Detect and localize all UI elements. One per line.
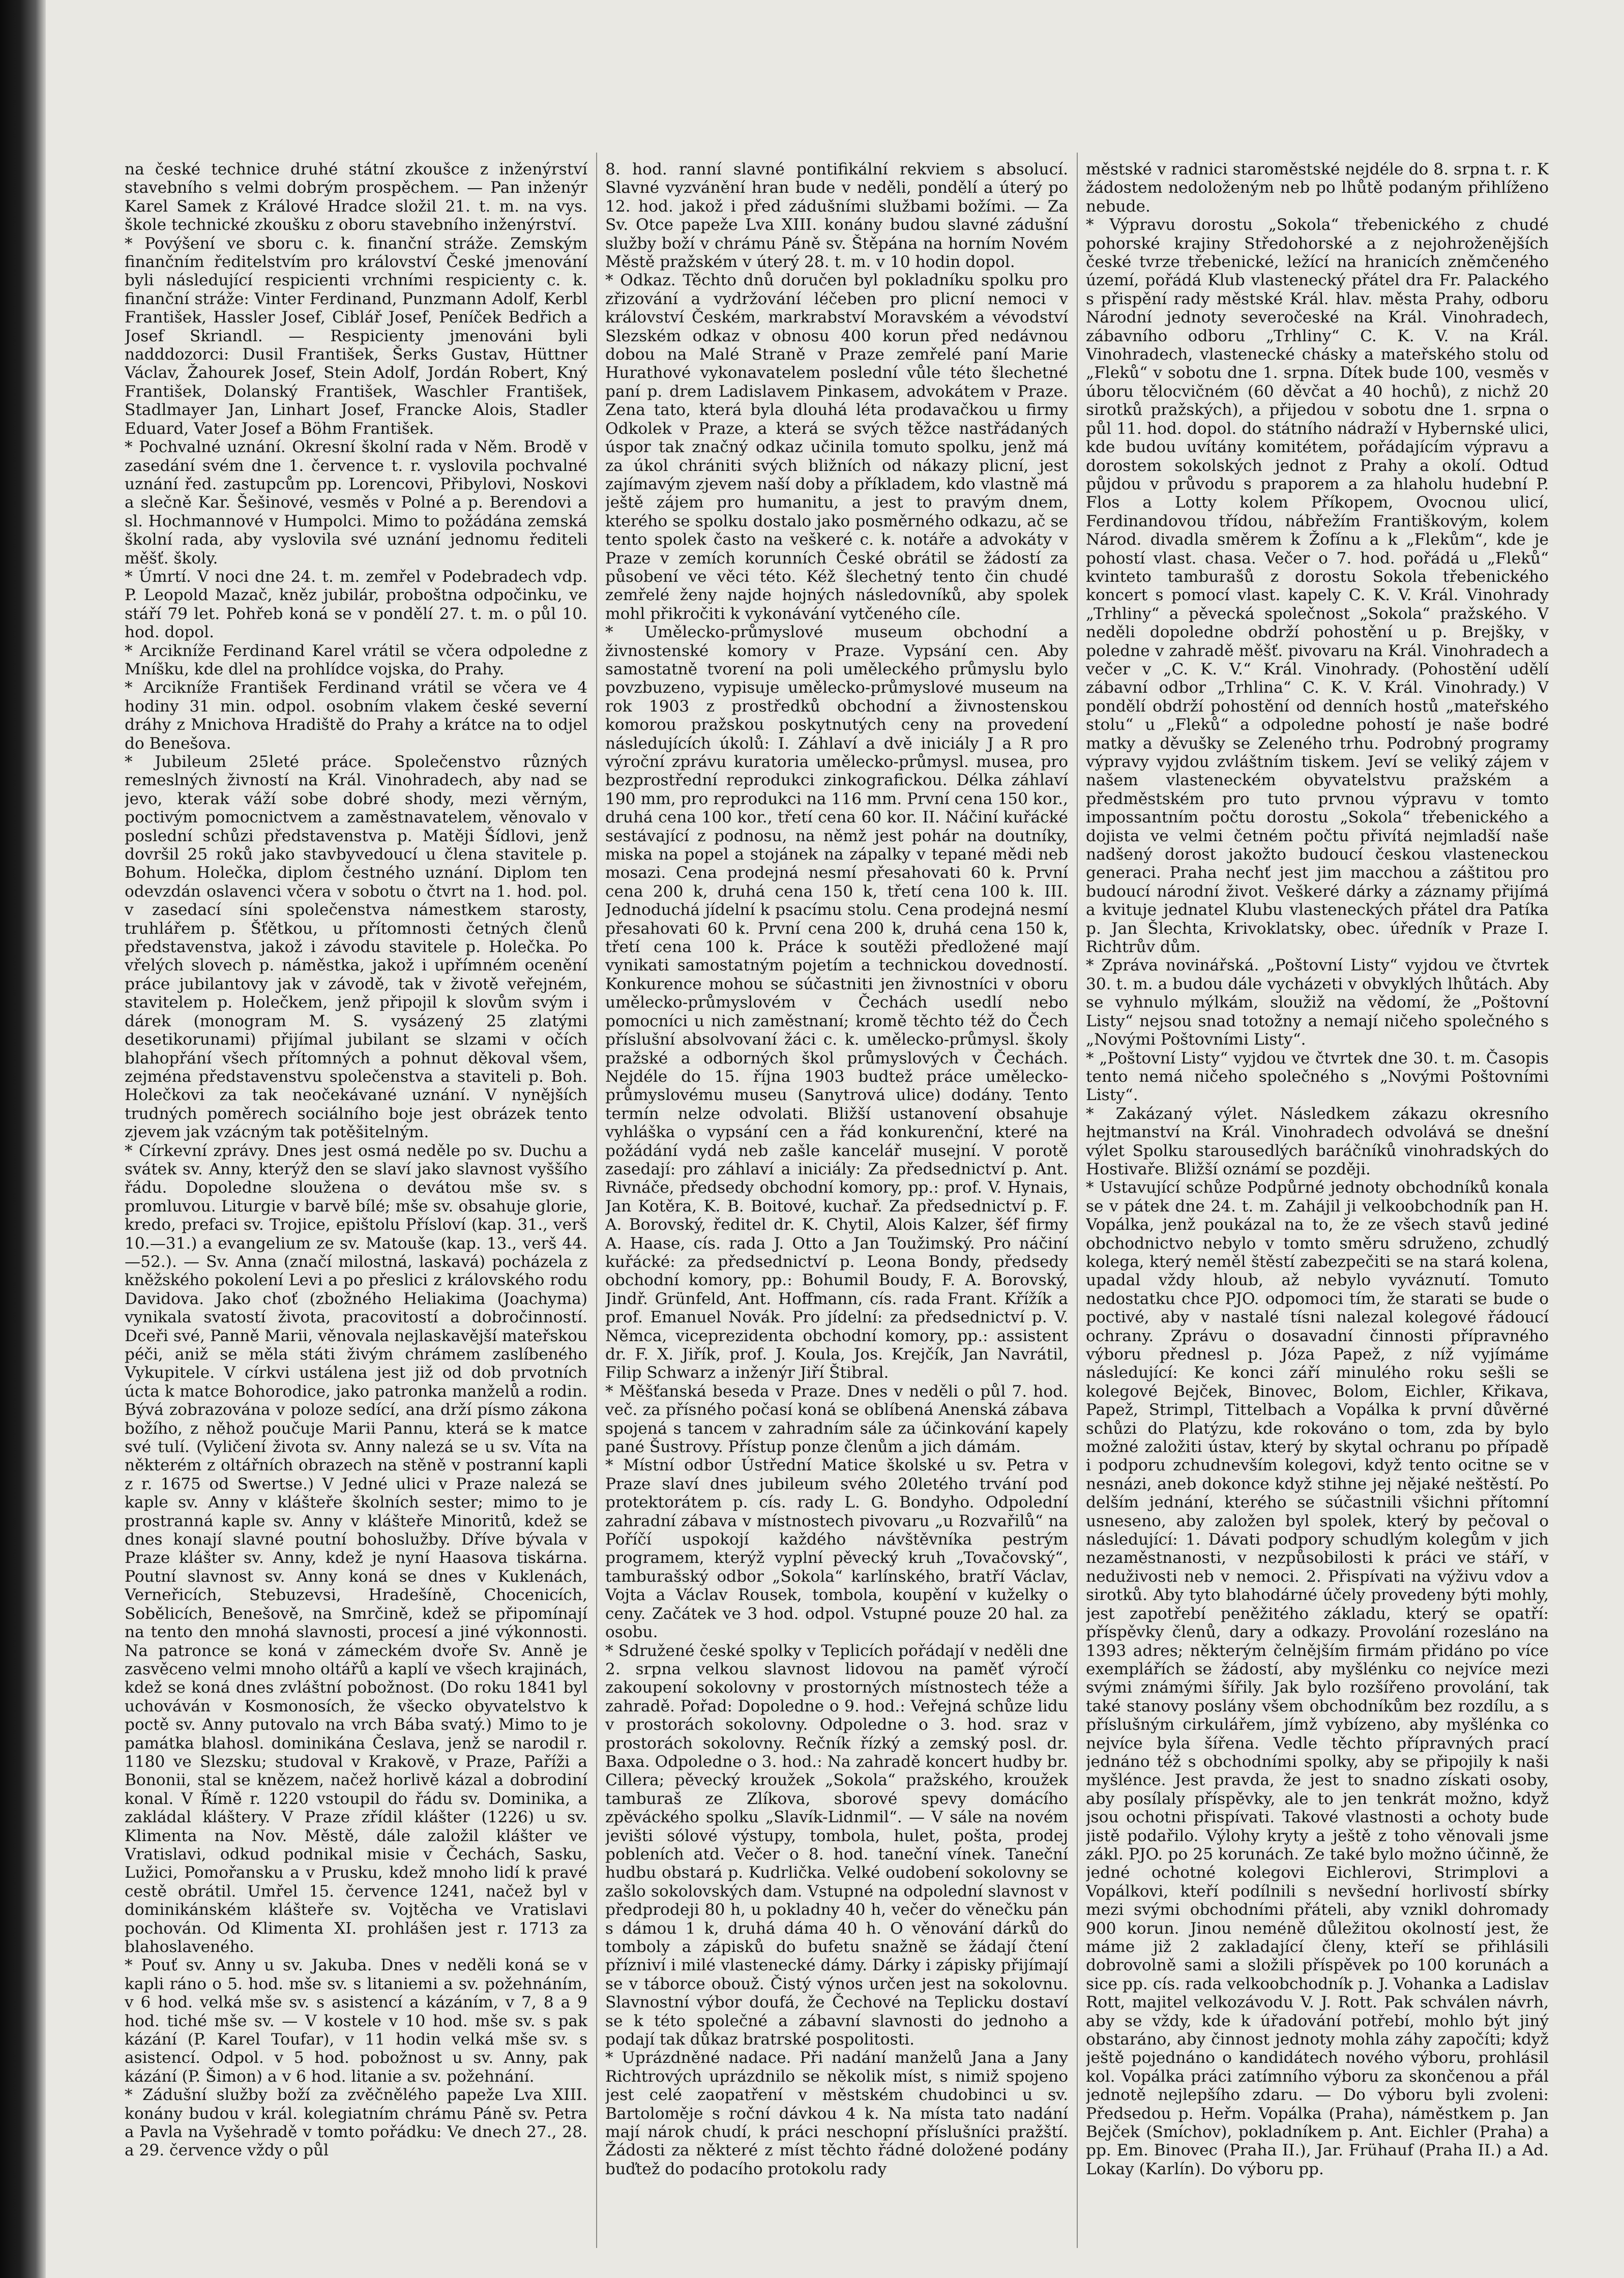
paragraph: * „Poštovní Listy“ vyjdou ve čtvrtek dne 30. t. m. Časopis tento nemá ničeho společného s „Novými Poštovními Listy“.: [1086, 1049, 1549, 1105]
paragraph: * Pouť sv. Anny u sv. Jakuba. Dnes v neděli koná se v kapli ráno o 5. hod. mše sv. s litaniemi a sv. požehnáním, v 6 hod. velká mše sv. s asistencí a kázáním, v 7, 8 a 9 hod. tiché mše sv. — V kostele v 10 hod. mše sv. s pak kázání (P. Karel Toufar), v 11 hodin velká mše sv. s asistencí. Odpol. v 5 hod. pobožnost u sv. Anny, pak kázání (P. Šimon) a v 6 hod. litanie a sv. požehnání.: [125, 1956, 587, 2086]
column-3: [1086, 160, 1549, 2251]
paragraph: * Odkaz. Těchto dnů doručen byl pokladníku spolku pro zřizování a vydržování léčeben pro plicní nemoci v království Českém, markrabství Moravském a vévodství Slezském odkaz v obnosu 400 korun před nedávnou dobou na Malé Straně v Praze zemřelé paní Marie Hurathové vykonavatelem poslední vůle této šlechetné paní p. drem Ladislavem Pinkasem, advokátem v Praze. Zena tato, která byla dlouhá léta prodavačkou u firmy Odkolek v Praze, a která se svých těžce nastřádaných úspor tak značný odkaz učinila tomuto spolku, jenž má za úkol chrániti svých bližních od nákazy plicní, jest zajímavým zjevem naší doby a příkladem, kdo vlastně má ještě zájem pro humanitu, a jest to pravým dnem, kterého se spolku dostalo jako posměrného odkazu, ač se tento spolek často na veškeré c. k. notáře a advokáty v Praze v zemích korunních České obrátil se žádostí za působení ve věci této. Kéž šlechetný tento čin chudé zemřelé ženy najde hojných následovníků, aby spolek mohl přikročiti k vykonávání vytčeného cíle.: [605, 271, 1068, 623]
paragraph: * Výpravu dorostu „Sokola“ třebenického z chudé pohorské krajiny Středohorské a z nejohroženějších české tvrze třebenické, ležící na hranicích zněmčeného území, pořádá Klub vlastenecký přátel dra Fr. Palackého s přispění rady městské Král. hlav. města Prahy, odboru Národní jednoty severočeské na Král. Vinohradech, zábavního odboru „Trhliny“ C. K. V. na Král. Vinohradech, vlastenecké chásky a mateřského stolu od „Fleků“ v sobotu dne 1. srpna. Dítek bude 100, vesměs v úboru tělocvičném (60 děvčat a 40 hochů), z nichž 20 sirotků pražských), a přijedou v sobotu dne 1. srpna o půl 11. hod. dopol. do státního nádraží v Hybernské ulici, kde budou uvítány komitétem, pořádajícím výpravu a dorostem sokolských jednot z Prahy a okolí. Odtud půjdou v průvodu s praporem a za hlaholu hudební P. Flos a Lotty kolem Příkopem, Ovocnou ulicí, Ferdinandovou třídou, nábřežím Františkovým, kolem Národ. divadla směrem k Žofínu a k „Flekům“, kde je pohostí vlast. chasa. Večer o 7. hod. pořádá u „Fleků“ kvinteto tamburašů z dorostu Sokola třebenického koncert s pomocí vlast. kapely C. K. V. Král. Vinohrady „Trhliny“ a pěvecká společnost „Sokola“ pražského. V neděli dopoledne obdrží pohostění u p. Brejšky, v poledne v zahradě měšť. pivovaru na Král. Vinohradech a večer v „C. K. V.“ Král. Vinohrady. (Pohostění udělí zábavní odbor „Trhlina“ C. K. V. Král. Vinohrady.) V pondělí obdrží pohostění od denních hostů „mateřského stolu“ u „Fleků“ a odpoledne pohostí je naše bodré matky a děvušky se Zeleného trhu. Podrobný programy výpravy vyjdou zvláštním tiskem. Jeví se veliký zájem v našem vlasteneckém obyvatelstvu pražském a předměstském pro tuto prvnou výpravu v tomto impossantním počtu dorostu „Sokola“ třebenického a dojista ve velmi četném počtu přivítá nejmladší naše nadšený dorost jakožto budoucí českou vlasteneckou generaci. Praha nechť jest jim macchou a záštitou pro budoucí národní život. Veškeré dárky a záznamy přijímá a kvituje jednatel Klubu vlasteneckých přátel dra Patíka p. Jan Šlechta, Krivoklatsky, obec. úředník v Praze I. Richtrův dům.: [1086, 216, 1549, 957]
column-1: [125, 160, 587, 2251]
paragraph: * Místní odbor Ústřední Matice školské u sv. Petra v Praze slaví dnes jubileum svého 20letého trvání pod protektorátem p. cís. rady L. G. Bondyho. Odpolední zahradní zábava v místnostech pivovaru „u Rozvařilů“ na Poříčí uspokojí každého návštěvníka pestrým programem, kterýž vyplní pěvecký kruh „Tovačovský“, tamburašský odbor „Sokola“ karlínského, bratří Václav, Vojta a Václav Rousek, tombola, koupění v kuželky o ceny. Začátek ve 3 hod. odpol. Vstupné pouze 20 hal. za osobu.: [605, 1456, 1068, 1642]
paragraph: * Pochvalné uznání. Okresní školní rada v Něm. Brodě v zasedání svém dne 1. července t. r. vyslovila pochvalné uznání řed. zastupcům pp. Lorencovi, Přibylovi, Noskovi a slečně Kar. Šešinové, vesměs v Polné a p. Berendovi a sl. Hochmannové v Humpolci. Mimo to požádána zemská školní rada, aby vyslovila své uznání jednomu řediteli měšť. školy.: [125, 438, 587, 568]
newspaper-page: [125, 160, 1549, 2251]
paragraph: * Zakázaný výlet. Následkem zákazu okresního hejtmanství na Král. Vinohradech odvolává se dnešní výlet Spolku starousedlých baráčníků vinohradských do Hostivaře. Bližší oznámí se později.: [1086, 1104, 1549, 1178]
paragraph: na české technice druhé státní zkoušce z inženýrství stavebního s velmi dobrým prospěchem. — Pan inženýr Karel Samek z Králové Hradce složil 21. t. m. na vys. škole technické zkoušku z oboru stavebního inženýrství.: [125, 160, 587, 234]
paragraph: * Uprázdněné nadace. Při nadání manželů Jana a Jany Richtrových uprázdnilo se několik míst, s nimiž spojeno jest celé zaopatření v městském chudobinci u sv. Bartoloměje s roční dávkou 4 k. Na místa tato nadání mají nárok chudí, k práci neschopní příslušníci pražští. Žádosti za některé z míst těchto řádné doložené podány buďtež do podacího protokolu rady: [605, 2049, 1068, 2178]
paragraph: * Zádušní služby boží za zvěčnělého papeže Lva XIII. konány budou v král. kolegiatním chrámu Páně sv. Petra a Pavla na Vyšehradě v tomto pořádku: Ve dnech 27., 28. a 29. července vždy o půl: [125, 2086, 587, 2160]
paragraph: * Jubileum 25leté práce. Společenstvo různých remeslných živností na Král. Vinohradech, aby nad se jevo, kterak váží sobe dobré shody, mezi věrným, poctivým pomocnictvem a zaměstnavatelem, věnovalo v poslední schůzi představenstva p. Matěji Šídlovi, jenž dovršil 25 roků jako stavbyvedoucí u člena stavitele p. Bohum. Holečka, diplom čestného uznání. Diplom ten odevzdán oslavenci včera v sobotu o čtvrt na 1. hod. pol. v zasedací síni společenstva námestkem starosty, truhlářem p. Šťětkou, u přítomnosti četných členů představenstva, jakož i závodu stavitele p. Holečka. Po vřelých slovech p. náměstka, jakož i upřímném ocenění práce jubilantovy jak v závodě, tak v životě veřejném, stavitelem p. Holečkem, jenž připojil k slovům svým i dárek (monogram M. S. vysázený 25 zlatými desetikorunami) přijímal jubilant se slzami v očích blahopřání všech přítomných a pohnut děkoval všem, zejména představenstvu společenstva a staviteli p. Boh. Holečkovi za tak neočekávané uznání. V nynějších trudných poměrech sociálního boje jest obrázek tento zjevem jak vzácným tak potěšitelným.: [125, 753, 587, 1142]
paragraph: * Arcikníže František Ferdinand vrátil se včera ve 4 hodiny 31 min. odpol. osobním vlakem české severní dráhy z Mnichova Hradiště do Prahy a krátce na to odjel do Benešova.: [125, 678, 587, 753]
paragraph: * Církevní zprávy. Dnes jest osmá neděle po sv. Duchu a svátek sv. Anny, kterýž den se slaví jako slavnost vyššího řádu. Dopoledne sloužena o devátou mše sv. s promluvou. Liturgie v barvě bílé; mše sv. obsahuje glorie, kredo, prefaci sv. Trojice, epištolu Přísloví (kap. 31., verš 10.—31.) a evangelium ze sv. Matouše (kap. 13., verš 44.—52.). — Sv. Anna (značí milostná, laskavá) pocházela z kněžského pokolení Levi a po přeslici z královského rodu Davidova. Jako choť (zbožného Heliakima (Joachyma) vynikala svatostí života, pracovitostí a dobročinností. Dceři své, Panně Marii, věnovala nejlaskavější mateřskou péči, aniž se měla státi živým chrámem zaslíbeného Vykupitele. V církvi ustálena jest již od dob prvotních úcta k matce Bohorodice, jako patronka manželů a rodin. Bývá zobrazována v poloze sedící, ana drží písmo zákona božího, z něhož poučuje Marii Pannu, která se k matce své tulí. (Vyličení života sv. Anny nalezá se u sv. Víta na některém z oltářních obrazech na stěně v postranní kapli z r. 1675 od Swertse.) V Jedné ulici v Praze nalezá se kaple sv. Anny v klášteře školních sester; mimo to je prostranná kaple sv. Anny v klášteře Minoritů, kdež se dnes konají slavné poutní bohoslužby. Dříve bývala v Praze klášter sv. Anny, kdež je nyní Haasova tiskárna. Poutní slavnost sv. Anny koná se dnes v Kuklenách, Verneřicích, Stebuzevsi, Hradešíně, Chocenicích, Sobělicích, Benešově, na Smrčině, kdež se připomínají na tento den mnohá slavnosti, procesí a jiné výkonnosti. Na patronce se koná v zámeckém dvoře Sv. Anně je zasvěceno velmi mnoho oltářů a kaplí ve všech krajinách, kdež se koná dnes zvláštní pobožnost. (Do roku 1841 byl uchováván v Kosmonosích, že všecko obyvatelstvo k poctě sv. Anny putovalo na vrch Bába svatý.) Mimo to je památka blahosl. dominikána Česlava, jenž se narodil r. 1180 ve Slezsku; studoval v Krakově, v Praze, Paříži a Bononii, stal se knězem, načež horlivě kázal a dobrodiní konal. V Římě r. 1220 vstoupil do řádu sv. Dominika, a zakládal kláštery. V Praze zřídil klášter (1226) u sv. Klimenta na Nov. Městě, dále založil klášter ve Vratislavi, odkud podnikal misie v Čechách, Sasku, Lužici, Pomořansku a v Prusku, kdež mnoho lidí k pravé cestě obrátil. Umřel 15. července 1241, načež byl v dominikánském klášteře sv. Vojtěcha ve Vratislavi pochován. Od Klimenta XI. prohlášen jest r. 1713 za blahoslaveného.: [125, 1141, 587, 1956]
paragraph: * Zpráva novinářská. „Poštovní Listy“ vyjdou ve čtvrtek 30. t. m. a budou dále vycházeti v obvyklých lhůtách. Aby se vyhnulo mýlkám, sloužiž na vědomí, že „Poštovní Listy“ nejsou snad totožny a nemají ničeho společného s „Novými Poštovními Listy“.: [1086, 956, 1549, 1049]
paragraph: * Umělecko-průmyslové museum obchodní a živnostenské komory v Praze. Vypsání cen. Aby samostatně tvorení na poli uměleckého průmyslu bylo povzbuzeno, vypisuje umělecko-průmyslové museum na rok 1903 z prostředků obchodní a živnostenskou komorou pražskou poskytnutých ceny na provedení následujících úkolů: I. Záhlaví a dvě iniciály J a R pro výroční zprávu kuratoria umělecko-průmysl. musea, pro bezprostřední reprodukci zinkografickou. Délka záhlaví 190 mm, pro reprodukci na 116 mm. První cena 150 kor., druhá cena 100 kor., třetí cena 60 kor. II. Náčiní kuřácké sestávající z podnosu, na němž jest pohár na doutníky, miska na popel a stojánek na zápalky v tepané mědi neb mosazi. Cena prodejná nesmí přesahovati 60 k. První cena 200 k, druhá cena 150 k, třetí cena 100 k. III. Jednoduchá jídelní k psacímu stolu. Cena prodejná nesmí přesahovati 60 k. První cena 200 k, druhá cena 150 k, třetí cena 100 k. Práce k soutěži předložené mají vynikati samostatným pojetím a technickou dovedností. Konkurence mohou se súčastniti jen živnostníci v oboru umělecko-průmyslovém v Čechách usedlí nebo pomocníci u nich zaměstnaní; kromě těchto též do Čech příslušní absolvovaní žáci c. k. umělecko-průmysl. školy pražské a odborných škol průmyslových v Čechách. Nejdéle do 15. října 1903 budtež práce umělecko-průmyslovému museu (Sanytrová ulice) dodány. Tento termín nelze odvolati. Bližší ustanovení obsahuje vyhláška o vypsání cen a řád konkurenční, které na požádání vydá neb zašle kancelář musejní. V porotě zasedají: pro záhlaví a iniciály: Za předsednictví p. Ant. Rivnáče, předsedy obchodní komory, pp.: prof. V. Hynais, Jan Kotěra, K. B. Boitové, kuchař. Za předsednictví p. F. A. Borovský, ředitel dr. K. Chytil, Alois Kalzer, šéf firmy A. Haase, cís. rada J. Otto a Jan Toužimský. Pro náčiní kuřácké: za předsednictví p. Leona Bondy, předsedy obchodní komory, pp.: Bohumil Boudy, F. A. Borovský, Jindř. Grünfeld, Ant. Hoffmann, cís. rada Frant. Křížík a prof. Emanuel Novák. Pro jídelní: za předsednictví p. V. Němca, viceprezidenta obchodní komory, pp.: assistent dr. F. X. Jiřík, prof. J. Koula, Jos. Krejčík, Jan Navrátil, Filip Schwarz a inženýr Jiří Štibral.: [605, 623, 1068, 1382]
column-2: [605, 160, 1068, 2251]
paragraph: městské v radnici staroměstské nejdéle do 8. srpna t. r. K žádostem nedoloženým neb po lhůtě podaným přihlíženo nebude.: [1086, 160, 1549, 216]
paragraph: * Povýšení ve sboru c. k. finanční stráže. Zemským finančním ředitelstvím pro království České jmenování byli následující respicienti vrchními respicienty c. k. finanční stráže: Vinter Ferdinand, Punzmann Adolf, Kerbl František, Hassler Josef, Ciblář Josef, Peníček Bedřich a Josef Skriandl. — Respicienty jmenováni byli nadddozorci: Dusil František, Šerks Gustav, Hüttner Václav, Žahourek Josef, Stein Adolf, Jordán Robert, Kný František, Dolanský František, Waschler František, Stadlmayer Jan, Linhart Josef, Francke Alois, Stadler Eduard, Vater Josef a Böhm František.: [125, 234, 587, 438]
paragraph: * Měšťanská beseda v Praze. Dnes v neděli o půl 7. hod. več. za přísného počasí koná se oblíbená Anenská zábava spojená s tancem v zahradním sále za účinkování kapely pané Šustrovy. Přístup ponze členům a jich dámám.: [605, 1382, 1068, 1457]
paragraph: 8. hod. ranní slavné pontifikální rekviem s absolucí. Slavné vyzvánění hran bude v neděli, pondělí a úterý po 12. hod. jakož i před zádušními službami božími. — Za Sv. Otce papeže Lva XIII. konány budou slavné zádušní služby boží v chrámu Páně sv. Štěpána na horním Novém Městě pražském v úterý 28. t. m. v 10 hodin dopol.: [605, 160, 1068, 272]
paragraph: * Úmrtí. V noci dne 24. t. m. zemřel v Podebradech vdp. P. Leopold Mazač, kněz jubilár, proboštna odpočinku, ve stáří 79 let. Pohřeb koná se v pondělí 27. t. m. o půl 10. hod. dopol.: [125, 567, 587, 642]
paragraph: * Arcikníže Ferdinand Karel vrátil se včera odpoledne z Mníšku, kde dlel na prohlídce vojska, do Prahy.: [125, 641, 587, 678]
paragraph: * Sdružené české spolky v Teplicích pořádají v neděli dne 2. srpna velkou slavnost lidovou na paměť výročí zakoupení sokolovny v prostorných místnostech téže a zahradě. Pořad: Dopoledne o 9. hod.: Veřejná schůze lidu v prostorách sokolovny. Odpoledne o 3. hod. sraz v prostorách sokolovny. Rečník řízký a zemský posl. dr. Baxa. Odpoledne o 3. hod.: Na zahradě koncert hudby br. Cillera; pěvecký kroužek „Sokola“ pražského, kroužek tamburaš ze Zlíkova, sborové spevy domácího zpěváckého spolku „Slavík-Lidnmil“. — V sále na novém jevišti sólové výstupy, tombola, hulet, pošta, prodej pobleních atd. Večer o 8. hod. taneční vínek. Taneční hudbu obstará p. Kudrlička. Velké oudobení sokolovny se zašlo sokolovských dam. Vstupné na odpolední slavnost v předprodeji 80 h, u pokladny 40 h, večer do věnečku pán s dámou 1 k, druhá dáma 40 h. O věnování dárků do tomboly a zápisků do bufetu snažně se žádají čtení přízniví i milé vlastenecké dámy. Dárky i zápisky přijímají se v táborce obouž. Čistý výnos určen jest na sokolovnu. Slavnostní výbor doufá, že Čechové na Teplicku dostaví se k této společné a zábavní slavnosti do jednoho a podají tak důkaz bratrské pospolitosti.: [605, 1641, 1068, 2049]
page-binding-edge: [0, 0, 46, 2278]
paragraph: * Ustavující schůze Podpůrné jednoty obchodníků konala se v pátek dne 24. t. m. Zahájil ji velkoobchodník pan H. Vopálka, jenž poukázal na to, že ze všech stavů jediné obchodnictvo nebylo v tomto směru sdruženo, zchudlý kolega, který neměl štěstí zabezpečiti se na stará kolena, upadal vždy hloub, až nebylo vyváznutí. Tomuto nedostatku chce PJO. odpomoci tím, že starati se bude o poctivé, aby v nastalé tísni nalezal kolegové řádoucí ochrany. Zprávu o dosavadní činnosti přípravného výboru přednesl p. Józa Papež, z níž vyjímáme následující: Ke konci září minulého roku sešli se kolegové Bejček, Binovec, Bolom, Eichler, Křikava, Papež, Strimpl, Tittelbach a Vopálka k první důvěrné schůzi do Platýzu, kde rokováno o tom, zda by bylo možné založiti ústav, který by skytal ochranu po případě i podporu zchudnevším kolegovi, když tento ocitne se v nesnázi, aneb dokonce když stihne jej nějaké neštěstí. Po delším jednání, kterého se súčastnili všichni přítomní usneseno, aby založen byl spolek, který by pečoval o následující: 1. Dávati podpory schudlým kolegům v jich nezaměstnanosti, v nezpůsobilosti k práci ve stáří, v neduživosti neb v nemoci. 2. Přispívati na výživu vdov a sirotků. Aby tyto blahodárné účely provedeny býti mohly, jest zapotřebí peněžitého základu, který se opatří: příspěvky členů, dary a odkazy. Provolání rozesláno na 1393 adres; některým čelnějším firmám přidáno po více exemplářích se žádostí, aby myšlénku co nejvíce mezi svými známými šířily. Jak bylo rozšířeno provolání, tak také stanovy poslány všem obchodníkům bez rozdílu, a s příslušným cirkulářem, jímž vybízeno, aby myšlénka co nejvíce byla šířena. Vedle těchto přípravných prací jednáno též s obchodními spolky, aby se připojily k naši myšlénce. Jest pravda, že jest to snadno získati osoby, aby posílaly příspěvky, ale to jen tenkrát možno, když jsou ochotni přispívati. Takové vlastnosti a ochoty bude jistě podařilo. Výlohy kryty a ještě z toho věnovali jsme zákl. PJO. po 25 korunách. Ze také bylo možno účinně, že jedné ochotné kolegovi Eichlerovi, Strimplovi a Vopálkovi, kteří podílnili s nevšední horlivostí sbírky mezi svými obchodními přáteli, aby vznikl dohromady 900 korun. Jinou neméně důležitou okolností jest, že máme již 2 zakladající členy, kteří se přihlásili dobrovolně sami a složili příspěvek po 100 korunách a sice pp. cís. rada velkoobchodník p. J. Vohanka a Ladislav Rott, majitel velkozávodu V. J. Rott. Pak schválen návrh, aby se vždy, kde k úřadování potřebí, mohlo být jiný obstaráno, aby činnost jednoty mohla záhy započíti; když ještě pojednáno o kandidátech nového výboru, prohlásil kol. Vopálka práci zatímního výboru za skončenou a přál jednotě nejlepšího zdaru. — Do výboru byli zvoleni: Předsedou p. Heřm. Vopálka (Praha), náměstkem p. Jan Bejček (Smíchov), pokladníkem p. Ant. Eichler (Praha) a pp. Em. Binovec (Praha II.), Jar. Frühauf (Praha II.) a Ad. Lokay (Karlín). Do výboru pp.: [1086, 1178, 1549, 2178]
